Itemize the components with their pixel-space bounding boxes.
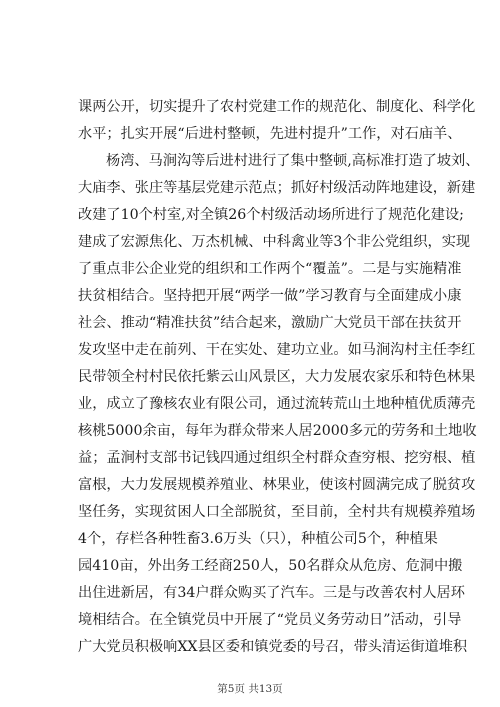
text-line: 课两公开，切实提升了农村党建工作的规范化、制度化、科学化: [78, 99, 476, 115]
text-line: 核桃5000余亩，每年为群众带来人居2000多元的劳务和土地收: [78, 423, 477, 439]
text-line: 发攻坚中走在前列、干在实处、建功立业。如马涧沟村主任李红: [78, 342, 476, 358]
text-line: 水平；扎实开展“后进村整顿，先进村提升”工作，对石庙羊、: [78, 126, 462, 142]
text-line: 园410亩，外出务工经商250人，50名群众从危房、危洞中搬: [78, 558, 463, 574]
page-footer: 第5页 共13页: [217, 683, 283, 695]
text-line: 富根，大力发展规模养殖业、林果业，使该村圆满完成了脱贫攻: [78, 477, 476, 493]
text-line: 民带领全村村民依托紫云山风景区，大力发展农家乐和特色林果: [78, 369, 476, 385]
text-line: 4个，存栏各种牲畜3.6万头（只），种植公司5个，种植果: [78, 531, 438, 547]
text-line: 益；孟涧村支部书记钱四通过组织全村群众查穷根、挖穷根、植: [78, 450, 476, 466]
text-line: 境相结合。在全镇党员中开展了“党员义务劳动日”活动，引导: [78, 612, 462, 628]
text-line: 建成了宏源焦化、万杰机械、中科禽业等3个非公党组织，实现: [78, 234, 471, 250]
text-line: 杨湾、马涧沟等后进村进行了集中整顿,高标准打造了坡刘、: [106, 153, 480, 169]
text-line: 大庙李、张庄等基层党建示范点；抓好村级活动阵地建设，新建: [78, 180, 476, 196]
text-line: 业，成立了豫核农业有限公司，通过流转荒山土地种植优质薄壳: [78, 396, 476, 412]
text-line: 社会、推动“精准扶贫”结合起来，激励广大党员干部在扶贫开: [78, 315, 462, 331]
text-line: 坚任务，实现贫困人口全部脱贫，至目前，全村共有规模养殖场: [78, 504, 476, 520]
text-line: 改建了10个村室,对全镇26个村级活动场所进行了规范化建设;: [78, 207, 464, 223]
text-line: 了重点非公企业党的组织和工作两个“覆盖”。二是与实施精准: [78, 261, 462, 277]
text-line: 扶贫相结合。坚持把开展“两学一做”学习教育与全面建成小康: [78, 288, 462, 304]
text-line: 出住进新居，有34户群众购买了汽车。三是与改善农村人居环: [78, 585, 465, 601]
text-line: 广大党员积极响XX县区委和镇党委的号召，带头清运街道堆积: [78, 639, 468, 655]
